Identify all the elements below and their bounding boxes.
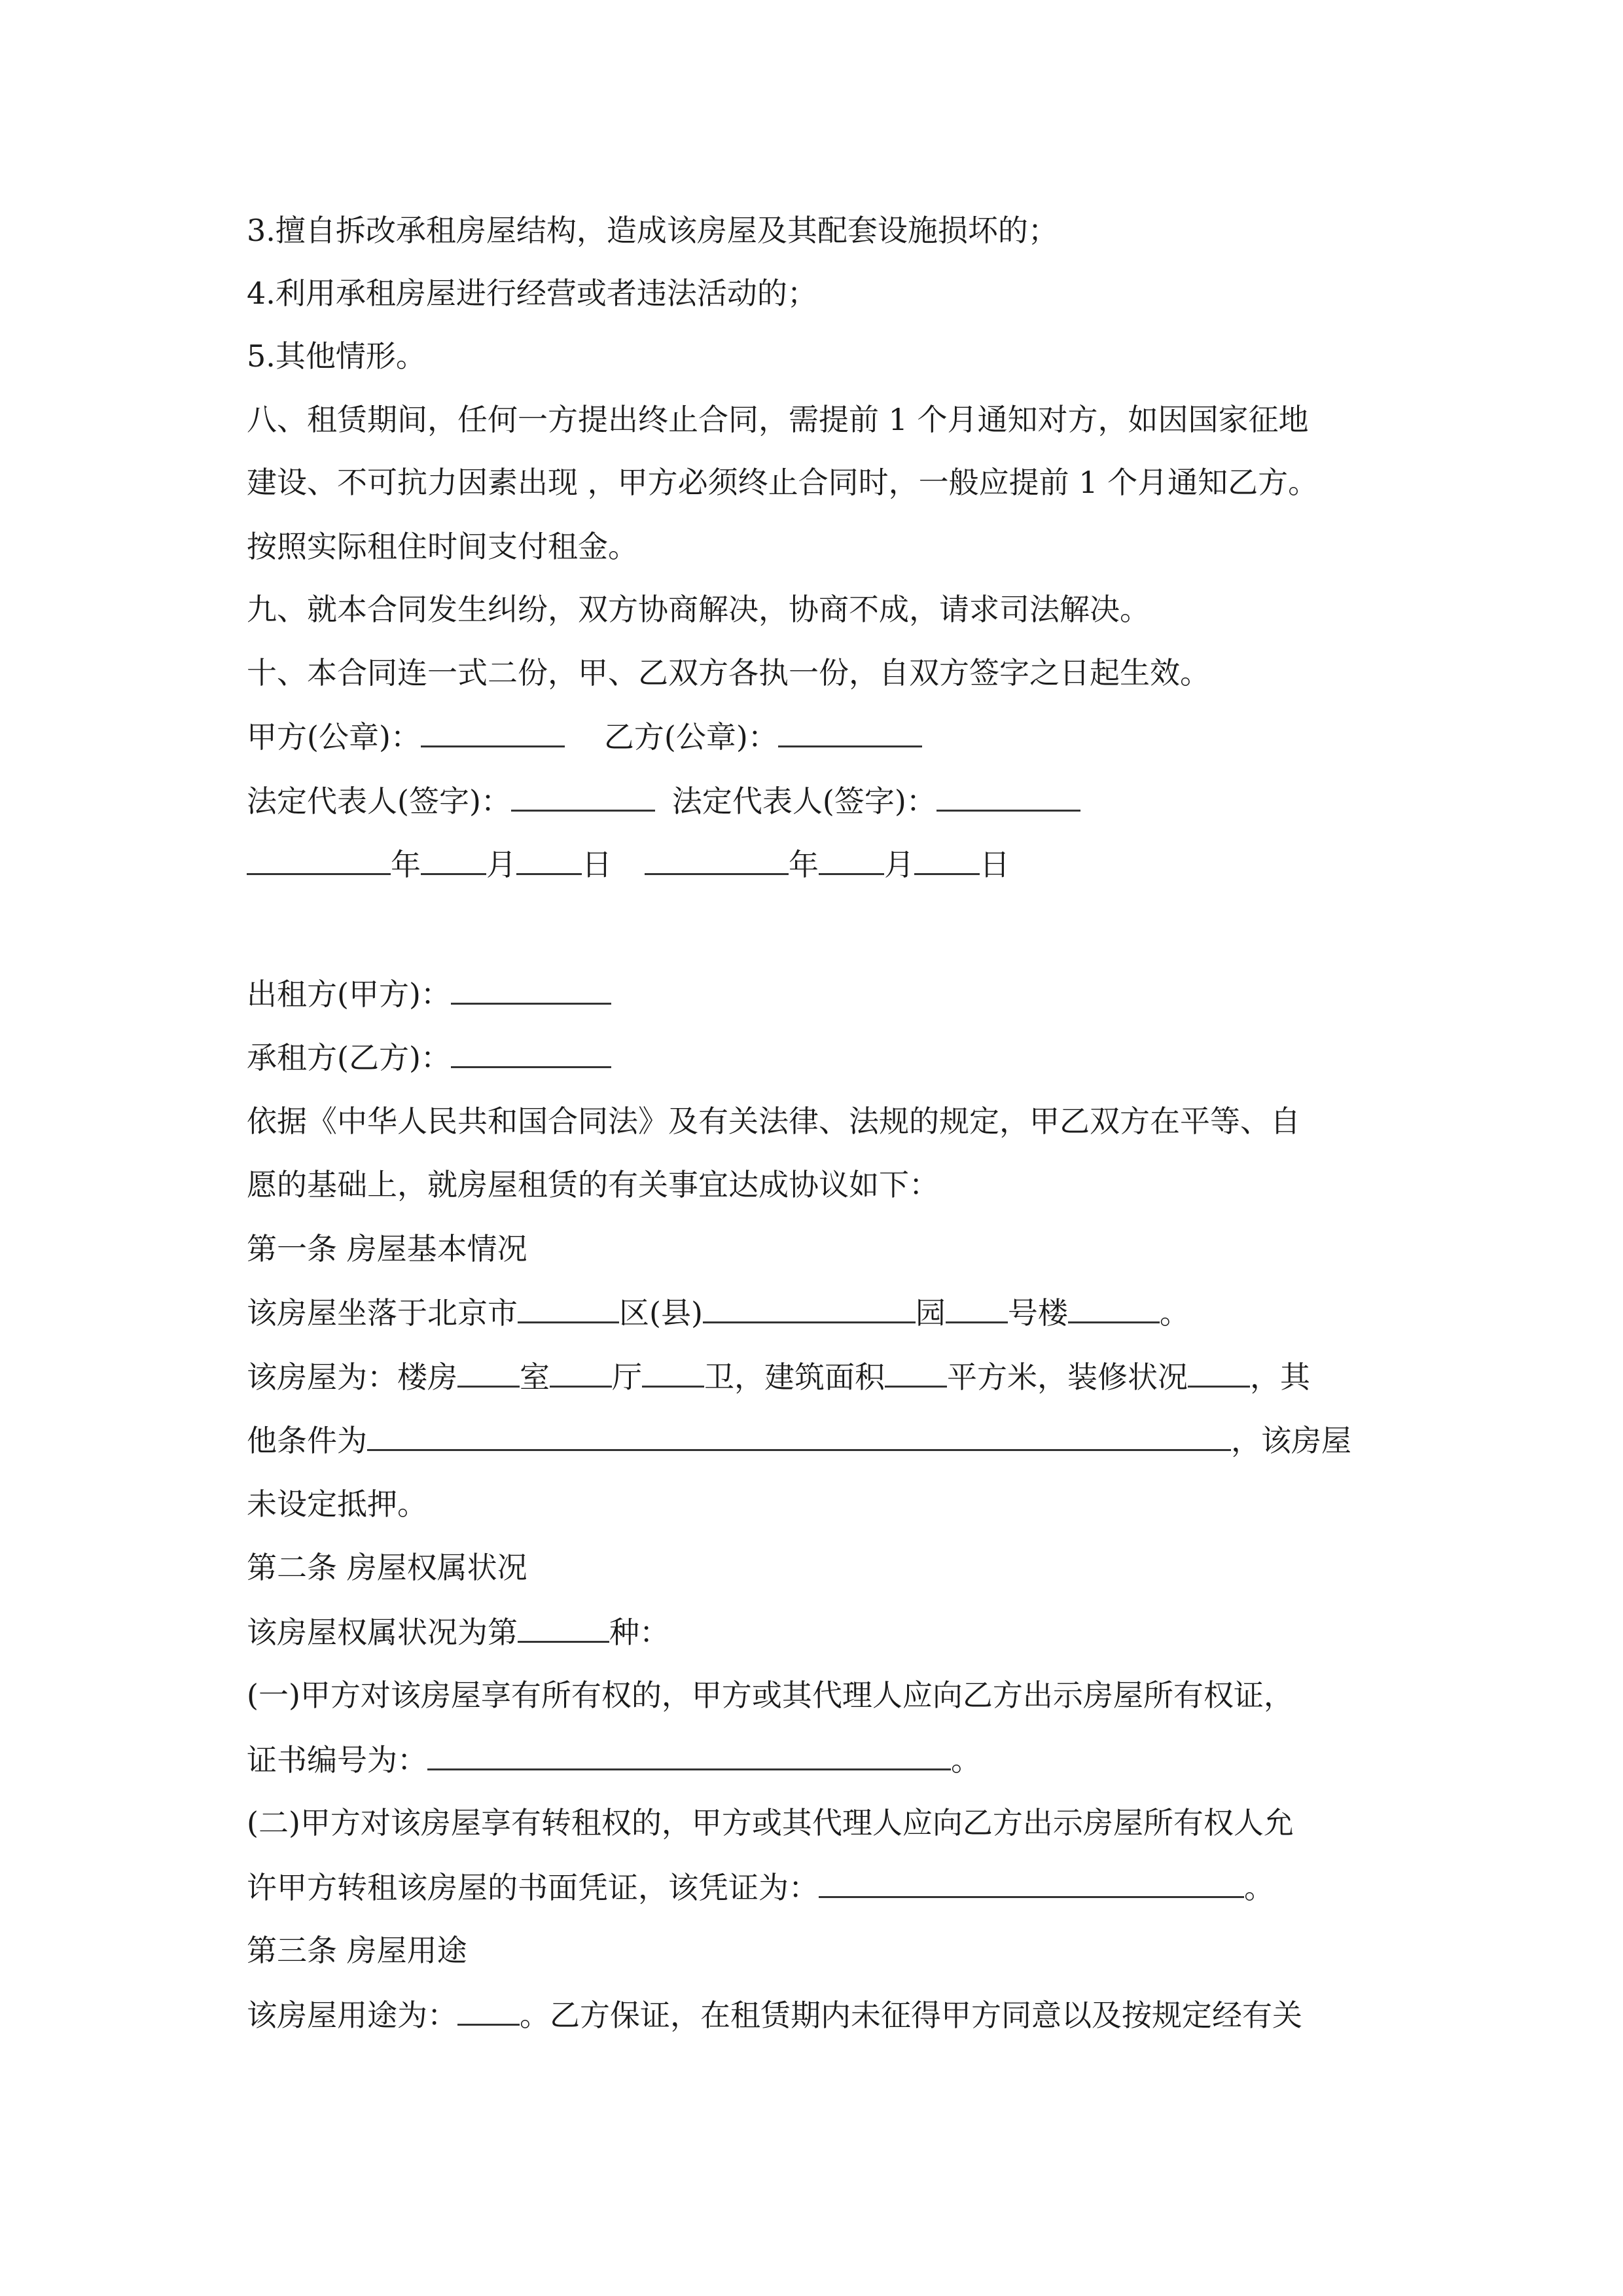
lessor-blank <box>451 974 611 1005</box>
legal-rep-line <box>247 781 1080 821</box>
other-conditions-blank <box>367 1420 1231 1451</box>
lessor-label: 出租方(甲方)： <box>247 977 451 1012</box>
ownership-kind-label: 该房屋权属状况为第 <box>247 1615 518 1650</box>
legal-rep-b-blank <box>936 781 1080 812</box>
other-conditions-end: ，该房屋 <box>1231 1423 1351 1458</box>
ownership-kind-end: 种： <box>609 1615 669 1650</box>
article-1-mortgage: 未设定抵押。 <box>247 1486 427 1522</box>
certificate-number-label: 证书编号为： <box>247 1742 427 1778</box>
lessee-line <box>247 1037 611 1077</box>
clause-item-3: 3.擅自拆改承租房屋结构，造成该房屋及其配套设施损坏的； <box>247 213 1058 248</box>
usage-label: 该房屋用途为： <box>247 1998 457 2033</box>
article-1-type <box>247 1357 1310 1397</box>
clause-nine: 九、就本合同发生纠纷，双方协商解决，协商不成，请求司法解决。 <box>247 592 1150 627</box>
article-1-title: 第一条 房屋基本情况 <box>247 1231 527 1266</box>
area-blank <box>885 1357 947 1388</box>
clause-eight-line-1: 八、租赁期间，任何一方提出终止合同，需提前 1 个月通知对方，如因国家征地 <box>247 402 1309 437</box>
article-2-item-2-line-2 <box>247 1867 1274 1907</box>
date-a-year-blank <box>247 844 391 875</box>
legal-rep-a-label: 法定代表人(签字)： <box>247 783 511 819</box>
article-3-use <box>247 1995 1302 2035</box>
other-conditions-label: 他条件为 <box>247 1423 367 1458</box>
article-2-item-1-line-1: (一)甲方对该房屋享有所有权的，甲方或其代理人应向乙方出示房屋所有权证， <box>247 1677 1294 1713</box>
certificate-number-blank <box>427 1740 951 1770</box>
article-2-item-2-line-1: (二)甲方对该房屋享有转租权的，甲方或其代理人应向乙方出示房屋所有权人允 <box>247 1805 1294 1840</box>
party-b-seal-blank <box>778 717 922 747</box>
party-a-seal-blank <box>421 717 565 747</box>
type-label-room: 室 <box>520 1359 550 1395</box>
clause-ten: 十、本合同连一式二份，甲、乙双方各执一份，自双方签字之日起生效。 <box>247 655 1210 691</box>
legal-rep-b-label: 法定代表人(签字)： <box>671 783 936 819</box>
date-b-year-blank <box>645 844 789 875</box>
certificate-number-end: 。 <box>951 1742 981 1778</box>
building-blank <box>946 1293 1008 1323</box>
date-a-day-blank <box>516 844 582 875</box>
type-label-hall: 厅 <box>612 1359 642 1395</box>
date-line <box>247 844 1010 884</box>
clause-eight-line-2: 建设、不可抗力因素出现 ，甲方必须终止合同时，一般应提前 1 个月通知乙方。 <box>247 465 1319 500</box>
usage-blank <box>457 1995 520 2026</box>
date-a-year: 年 <box>391 847 421 882</box>
type-label-decoration: 平方米，装修状况 <box>947 1359 1188 1395</box>
building-number-blank <box>1068 1293 1160 1323</box>
lessee-label: 承租方(乙方)： <box>247 1040 451 1075</box>
intro-line-2: 愿的基础上，就房屋租赁的有关事宜达成协议如下： <box>247 1167 939 1202</box>
halls-blank <box>550 1357 612 1388</box>
location-end: 。 <box>1159 1295 1190 1331</box>
type-label-area: 卫，建筑面积 <box>704 1359 885 1395</box>
location-label-city: 该房屋坐落于北京市 <box>247 1295 518 1331</box>
location-label-garden: 园 <box>915 1295 946 1331</box>
date-a-month-blank <box>421 844 486 875</box>
date-b-day: 日 <box>980 847 1010 882</box>
clause-item-4: 4.利用承租房屋进行经营或者违法活动的； <box>247 276 817 311</box>
clause-item-5: 5.其他情形。 <box>247 338 426 374</box>
legal-rep-a-blank <box>511 781 655 812</box>
district-blank <box>518 1293 619 1323</box>
date-b-month-blank <box>819 844 884 875</box>
ownership-kind-blank <box>518 1612 609 1643</box>
article-3-title: 第三条 房屋用途 <box>247 1933 467 1968</box>
seal-line <box>247 717 922 757</box>
clause-eight-line-3: 按照实际租住时间支付租金。 <box>247 529 638 564</box>
baths-blank <box>642 1357 704 1388</box>
date-a-day: 日 <box>582 847 612 882</box>
type-label-building: 该房屋为：楼房 <box>247 1359 457 1395</box>
article-1-location <box>247 1293 1190 1333</box>
party-b-seal-label: 乙方(公章)： <box>603 719 778 755</box>
article-2-title: 第二条 房屋权属状况 <box>247 1550 527 1585</box>
location-label-building: 号楼 <box>1007 1295 1068 1331</box>
date-a-month: 月 <box>486 847 516 882</box>
rooms-blank <box>457 1357 520 1388</box>
date-b-year: 年 <box>789 847 819 882</box>
garden-blank <box>703 1293 916 1323</box>
usage-guarantee: 。乙方保证，在租赁期内未征得甲方同意以及按规定经有关 <box>520 1998 1302 2033</box>
date-b-day-blank <box>914 844 980 875</box>
party-a-seal-label: 甲方(公章)： <box>247 719 421 755</box>
decoration-blank <box>1188 1357 1250 1388</box>
type-label-other: ，其 <box>1250 1359 1310 1395</box>
lessor-line <box>247 974 611 1014</box>
sublease-proof-blank <box>819 1867 1244 1898</box>
location-label-district: 区(县) <box>619 1295 703 1331</box>
date-b-month: 月 <box>884 847 914 882</box>
sublease-proof-label: 许甲方转租该房屋的书面凭证，该凭证为： <box>247 1870 819 1905</box>
intro-line-1: 依据《中华人民共和国合同法》及有关法律、法规的规定，甲乙双方在平等、自 <box>247 1103 1300 1139</box>
article-1-other <box>247 1420 1351 1460</box>
sublease-proof-end: 。 <box>1244 1870 1274 1905</box>
article-2-item-1-line-2 <box>247 1740 981 1780</box>
lessee-blank <box>451 1037 611 1068</box>
article-2-kind <box>247 1612 669 1652</box>
